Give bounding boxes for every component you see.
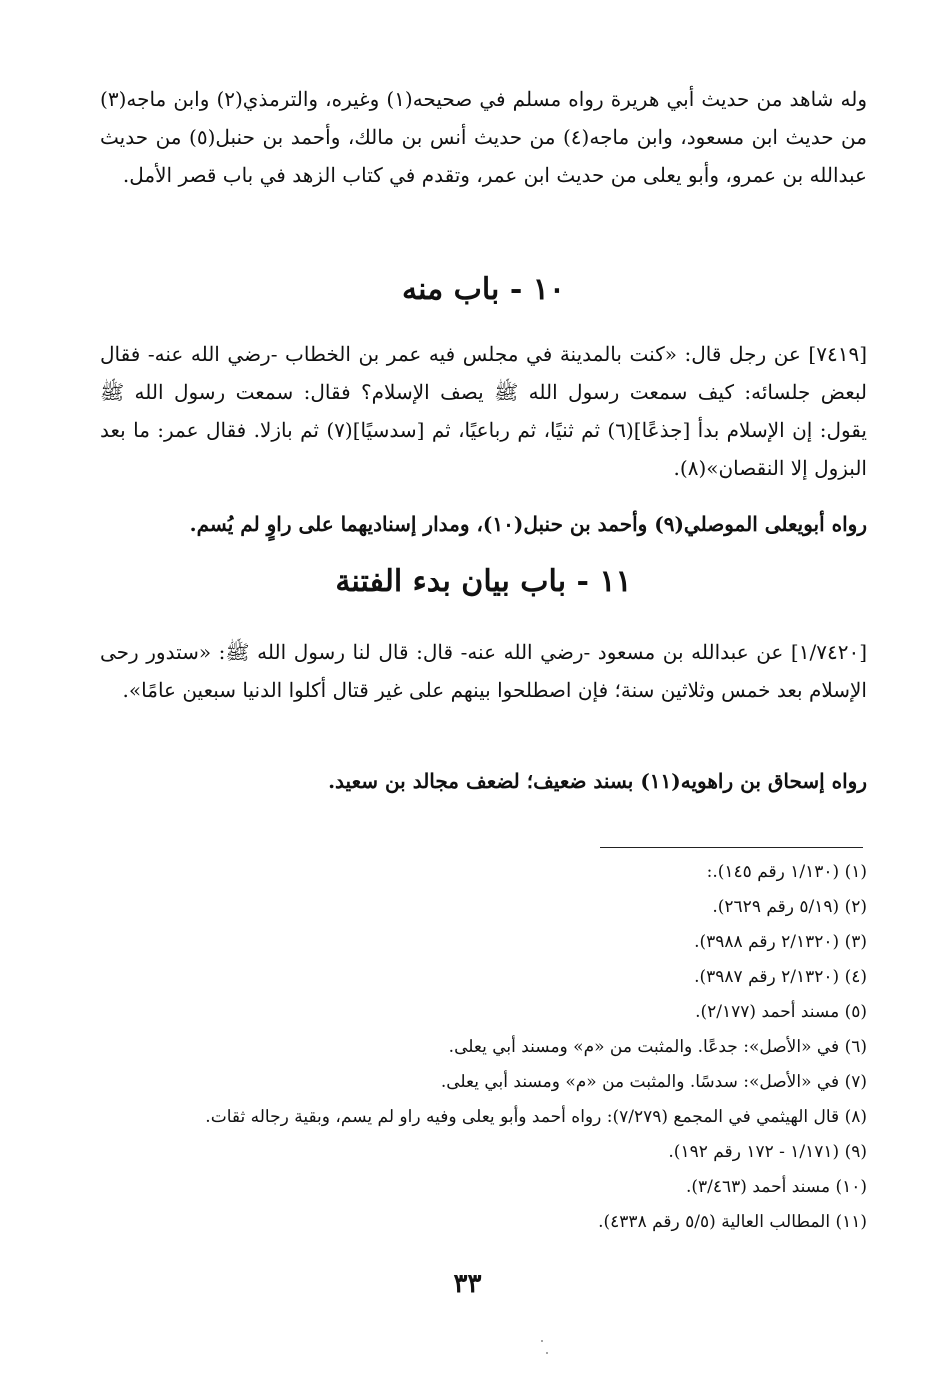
hadith-7420: [١/٧٤٢٠] عن عبدالله بن مسعود -رضي الله عنه- قال: قال لنا رسول الله ﷺ: «ستدور رحى الإسلام بعد خمس وثلاثين سنة؛ فإن اصطلحوا بينهم على غير قتال أكلوا الدنيا سبعين عامًا». — [100, 640, 867, 702]
footnote-item: (٤) (٢/١٣٢٠ رقم ٣٩٨٧). — [694, 967, 867, 987]
footnote-divider — [600, 847, 863, 848]
footnote-item: (١٠) مسند أحمد (٣/٤٦٣). — [685, 1177, 867, 1197]
footnote-item: (١) (١/١٣٠ رقم ١٤٥).: — [706, 862, 867, 882]
narration-7419: رواه أبويعلى الموصلي(٩) وأحمد بن حنبل(١٠)، ومدار إسناديهما على راوٍ لم يُسم. — [189, 512, 867, 536]
hadith-7419: [٧٤١٩] عن رجل قال: «كنت بالمدينة في مجلس فيه عمر بن الخطاب -رضي الله عنه- فقال لبعض جلسائه: كيف سمعت رسول الله ﷺ يصف الإسلام؟ فقال: سمعت رسول الله ﷺ يقول: إن الإسلام بدأ [جذعًا](٦) ثم ثنيًا، ثم رباعيًا، ثم [سدسيًا](٧) ثم بازلا. فقال عمر: ما بعد البزول إلا النقصان»(٨). — [100, 342, 867, 480]
footnotes-list — [100, 855, 867, 1240]
footnote-item: (٥) مسند أحمد (٢/١٧٧). — [695, 1002, 867, 1022]
section-10-heading: ١٠ - باب منه — [402, 272, 565, 307]
footnote-item: (١١) المطالب العالية (٥/٥ رقم ٤٣٣٨). — [598, 1212, 867, 1232]
footnote-item: (٦) في «الأصل»: جدعًا. والمثبت من «م» ومسند أبي يعلى. — [448, 1037, 867, 1057]
page-number: ٣٣ — [453, 1269, 482, 1299]
footnote-item: (٩) (١/١٧١ - ١٧٢ رقم ١٩٢). — [668, 1142, 867, 1162]
narration-7420: رواه إسحاق بن راهويه(١١) بسند ضعيف؛ لضعف مجالد بن سعيد. — [328, 769, 867, 793]
scan-speck — [546, 1352, 548, 1354]
footnote-item: (٧) في «الأصل»: سدسًا. والمثبت من «م» ومسند أبي يعلى. — [440, 1072, 867, 1092]
footnote-item: (٢) (٥/١٩ رقم ٢٦٢٩). — [712, 897, 867, 917]
intro-paragraph: وله شاهد من حديث أبي هريرة رواه مسلم في صحيحه(١) وغيره، والترمذي(٢) وابن ماجه(٣) من حديث ابن مسعود، وابن ماجه(٤) من حديث أنس بن مالك، وأحمد بن حنبل(٥) من حديث عبدالله بن عمرو، وأبو يعلى من حديث ابن عمر، وتقدم في كتاب الزهد في باب قصر الأمل. — [100, 87, 867, 187]
scan-speck — [541, 1340, 543, 1342]
footnote-item: (٨) قال الهيثمي في المجمع (٧/٢٧٩): رواه أحمد وأبو يعلى وفيه راو لم يسم، وبقية رجاله ثقات. — [205, 1107, 867, 1127]
section-11-heading: ١١ - باب بيان بدء الفتنة — [335, 564, 632, 599]
footnote-item: (٣) (٢/١٣٢٠ رقم ٣٩٨٨). — [694, 932, 867, 952]
